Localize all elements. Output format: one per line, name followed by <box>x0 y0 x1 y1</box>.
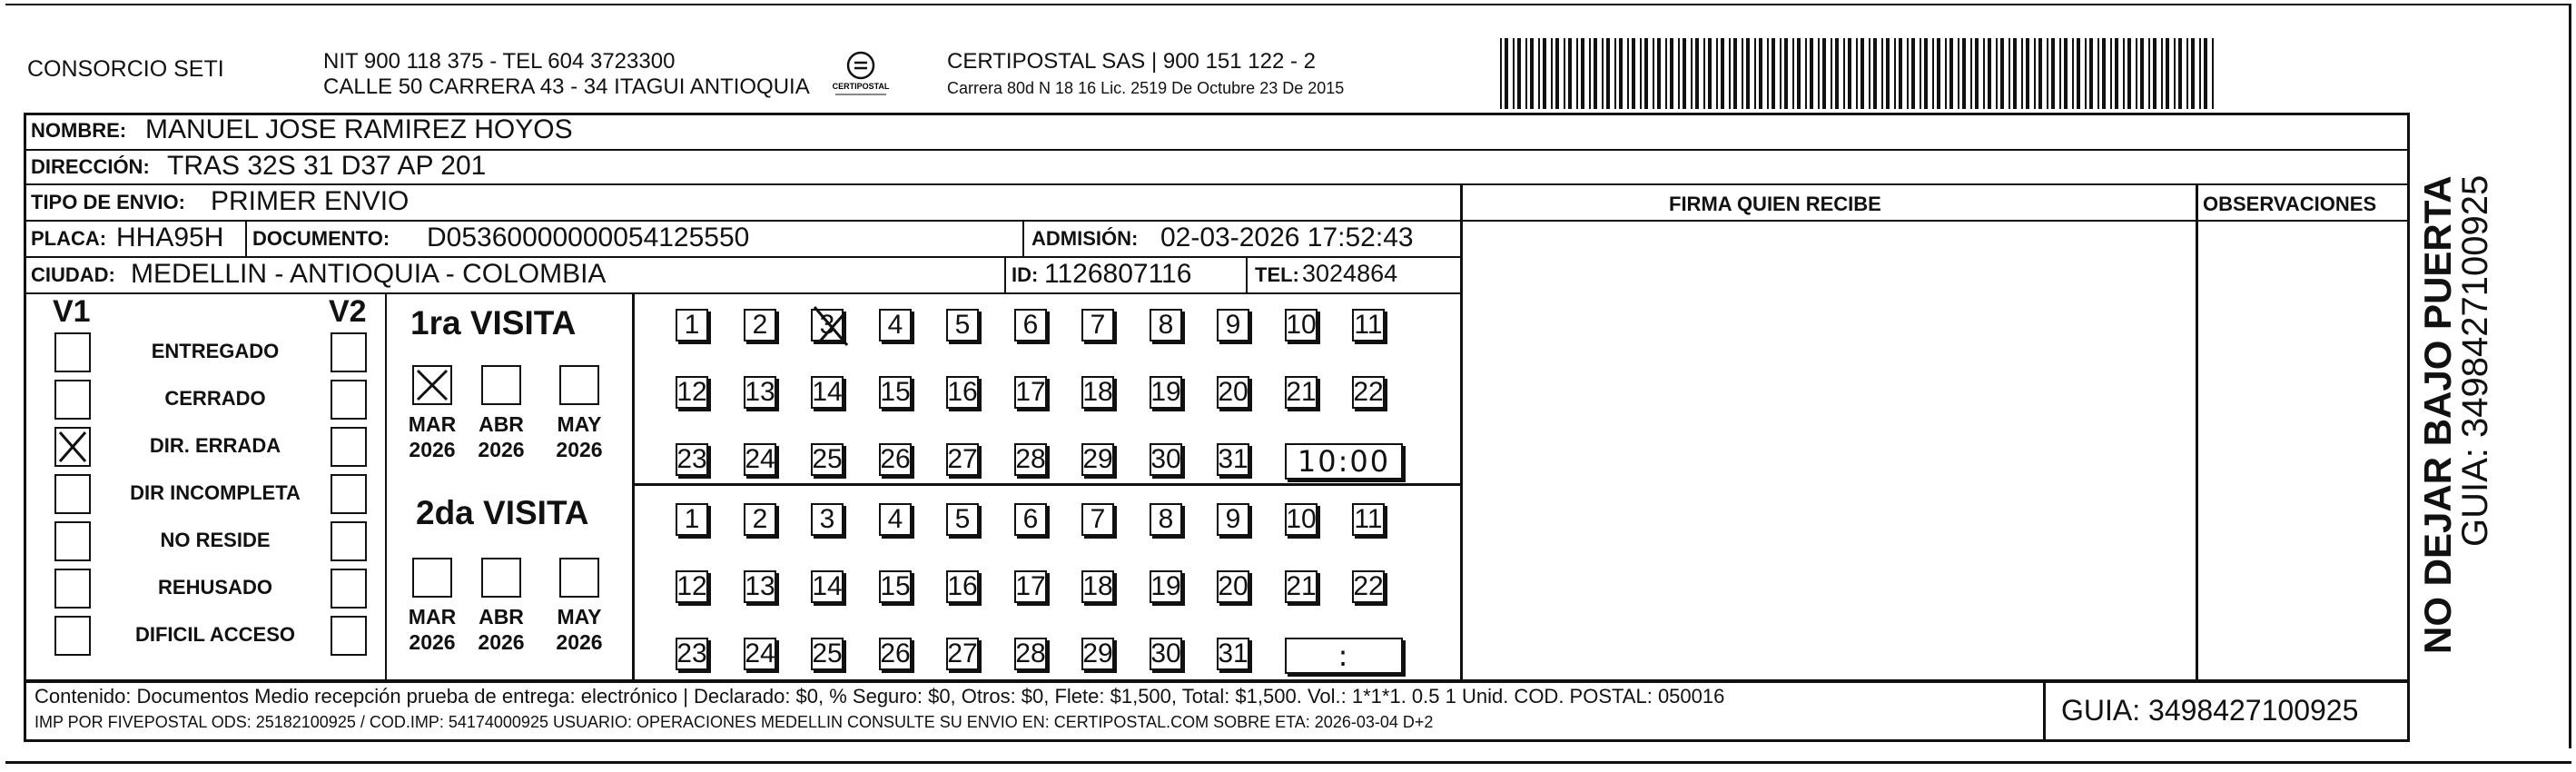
imp-line: IMP POR FIVEPOSTAL ODS: 25182100925 / COD.IMP: 54174000925 USUARIO: OPERACIONES MEDELLIN CONSULTE SU ENVIO EN: CERTIPOSTAL.COM SOBRE ETA: 2026-03-04 D+2 <box>35 713 1434 731</box>
v2-checkbox-5[interactable] <box>331 569 367 609</box>
month-name: ABR <box>479 605 524 628</box>
visit1-day-10[interactable] <box>1285 309 1318 341</box>
visit2-time-box[interactable] <box>1285 638 1403 674</box>
status-label: DIR. ERRADA <box>149 434 281 457</box>
visit1-title: 1ra VISITA <box>410 304 577 341</box>
visit1-day-27[interactable] <box>946 443 979 476</box>
day-number: 21 <box>1286 571 1317 601</box>
admision-label: ADMISIÓN: <box>1031 227 1139 250</box>
visit1-day-3[interactable] <box>811 309 844 341</box>
day-number: 16 <box>947 377 978 407</box>
day-number: 18 <box>1082 377 1113 407</box>
side-guia: GUIA: 3498427100925 <box>2455 174 2495 547</box>
contenido-line: Contenido: Documentos Medio recepción prueba de entrega: electrónico | Declarado: $0, % Seguro: $0, Otros: $0, Flete: $1,500, Total: $1,500. Vol.: 1*1*1. 0.5 1 Unid. COD. POSTAL: 050016 <box>35 685 1725 708</box>
day-number: 25 <box>812 638 843 668</box>
status-label: CERRADO <box>164 387 266 410</box>
status-label: DIR INCOMPLETA <box>130 481 301 504</box>
v1-checkbox-4[interactable] <box>54 521 91 561</box>
day-number: 2 <box>752 504 768 534</box>
day-number: 24 <box>745 444 775 474</box>
day-number: 17 <box>1015 571 1046 601</box>
visit1-day-16[interactable] <box>946 376 979 409</box>
day-number: 21 <box>1286 377 1317 407</box>
day-number: 28 <box>1015 444 1046 474</box>
day-number: 12 <box>676 377 707 407</box>
nombre-value: MANUEL JOSE RAMIREZ HOYOS <box>145 114 573 144</box>
visit1-month-label-0 <box>405 412 459 462</box>
day-number: 26 <box>880 444 911 474</box>
day-number: 27 <box>947 638 978 668</box>
visit2-month-label-1 <box>474 605 528 655</box>
firma-header: FIRMA QUIEN RECIBE <box>1669 193 1881 215</box>
visit2-day-9[interactable] <box>1217 503 1249 536</box>
visit1-time-box[interactable] <box>1285 443 1403 480</box>
day-number: 27 <box>947 444 978 474</box>
v2-label: V2 <box>329 294 367 329</box>
day-number: 23 <box>676 444 707 474</box>
day-number: 6 <box>1022 504 1039 534</box>
visit2-day-11[interactable] <box>1352 503 1385 536</box>
visit1-day-29[interactable] <box>1081 443 1114 476</box>
visit2-day-17[interactable] <box>1014 570 1047 603</box>
visit2-day-7[interactable] <box>1081 503 1114 536</box>
visit2-day-8[interactable] <box>1150 503 1182 536</box>
placa-value: HHA95H <box>116 223 224 252</box>
v1-checkbox-2[interactable] <box>54 427 91 467</box>
license-line: Carrera 80d N 18 16 Lic. 2519 De Octubre 23 De 2015 <box>947 79 1345 97</box>
day-number: 29 <box>1082 444 1113 474</box>
visit1-day-4[interactable] <box>879 309 912 341</box>
v2-checkbox-4[interactable] <box>331 521 367 561</box>
visit1-month-label-1 <box>474 412 528 462</box>
day-number: 22 <box>1353 377 1384 407</box>
no-dejar-bajo-puerta: NO DEJAR BAJO PUERTA <box>2416 175 2459 654</box>
day-number: 1 <box>684 310 700 340</box>
bottom-border <box>5 761 2571 764</box>
day-number: 8 <box>1158 310 1174 340</box>
visit1-day-30[interactable] <box>1150 443 1182 476</box>
day-number: 14 <box>812 377 843 407</box>
day-number: 28 <box>1015 638 1046 668</box>
right-border <box>2569 4 2571 748</box>
day-number: 6 <box>1022 310 1039 340</box>
v2-checkbox-0[interactable] <box>331 332 367 372</box>
visit1-day-22[interactable] <box>1352 376 1385 409</box>
month-year: 2026 <box>409 629 456 654</box>
day-number: 20 <box>1218 571 1249 601</box>
day-number: 7 <box>1090 504 1106 534</box>
documento-value: D05360000000054125550 <box>427 223 750 252</box>
nombre-label: NOMBRE: <box>31 119 127 142</box>
visit1-month-box-0[interactable] <box>412 365 452 405</box>
visit1-day-21[interactable] <box>1285 376 1318 409</box>
day-number: 29 <box>1082 638 1113 668</box>
barcode <box>1496 38 2223 109</box>
visit2-day-23[interactable] <box>676 638 708 670</box>
v1-checkbox-3[interactable] <box>54 474 91 514</box>
month-name: MAY <box>557 412 602 436</box>
day-number: 8 <box>1158 504 1174 534</box>
day-number: 7 <box>1090 310 1106 340</box>
ciudad-label: CIUDAD: <box>31 263 115 286</box>
month-year: 2026 <box>409 437 456 461</box>
day-number: 30 <box>1150 444 1181 474</box>
tel-label: TEL: <box>1255 263 1299 286</box>
visit2-day-22[interactable] <box>1352 570 1385 603</box>
logo-text: CERTIPOSTAL <box>832 82 890 91</box>
month-year: 2026 <box>478 629 525 654</box>
visit2-day-28[interactable] <box>1014 638 1047 670</box>
v2-checkbox-1[interactable] <box>331 380 367 420</box>
visit1-day-14[interactable] <box>811 376 844 409</box>
tel-value: 3024864 <box>1302 260 1398 287</box>
visit2-title: 2da VISITA <box>416 494 589 531</box>
status-label: REHUSADO <box>158 576 272 599</box>
tipo-envio-label: TIPO DE ENVIO: <box>31 191 185 213</box>
visit1-day-1[interactable] <box>676 309 708 341</box>
v1-checkbox-0[interactable] <box>54 332 91 372</box>
day-number: 31 <box>1218 444 1249 474</box>
visit1-day-6[interactable] <box>1014 309 1047 341</box>
month-year: 2026 <box>478 437 525 461</box>
visit1-month-label-2 <box>552 412 607 462</box>
day-number: 26 <box>880 638 911 668</box>
visit1-day-9[interactable] <box>1217 309 1249 341</box>
documento-label: DOCUMENTO: <box>252 227 390 250</box>
day-number: 24 <box>745 638 775 668</box>
day-number: 20 <box>1218 377 1249 407</box>
visit1-day-5[interactable] <box>946 309 979 341</box>
visit1-day-11[interactable] <box>1352 309 1385 341</box>
visit2-month-box-1[interactable] <box>481 558 521 598</box>
visit2-day-19[interactable] <box>1150 570 1182 603</box>
nit-line: NIT 900 118 375 - TEL 604 3723300 <box>323 49 676 74</box>
ciudad-value: MEDELLIN - ANTIOQUIA - COLOMBIA <box>131 259 607 289</box>
v1-checkbox-6[interactable] <box>54 616 91 656</box>
address-line: CALLE 50 CARRERA 43 - 34 ITAGUI ANTIOQUIA <box>323 74 810 99</box>
visit1-day-12[interactable] <box>676 376 708 409</box>
day-number: 9 <box>1225 310 1241 340</box>
day-number: 25 <box>812 444 843 474</box>
visit1-day-2[interactable] <box>744 309 776 341</box>
v2-checkbox-2[interactable] <box>331 427 367 467</box>
day-number: 19 <box>1150 571 1181 601</box>
visit1-day-31[interactable] <box>1217 443 1249 476</box>
month-year: 2026 <box>556 437 603 461</box>
visit2-day-13[interactable] <box>744 570 776 603</box>
visit2-day-25[interactable] <box>811 638 844 670</box>
status-label: NO RESIDE <box>160 529 271 551</box>
visit2-day-15[interactable] <box>879 570 912 603</box>
visit1-day-7[interactable] <box>1081 309 1114 341</box>
visit2-day-1[interactable] <box>676 503 708 536</box>
visit2-day-16[interactable] <box>946 570 979 603</box>
visit1-day-24[interactable] <box>744 443 776 476</box>
visit1-day-23[interactable] <box>676 443 708 476</box>
day-number: 15 <box>880 377 911 407</box>
direccion-value: TRAS 32S 31 D37 AP 201 <box>167 151 487 181</box>
visit2-month-label-0 <box>405 605 459 655</box>
visit2-day-4[interactable] <box>879 503 912 536</box>
visit1-day-26[interactable] <box>879 443 912 476</box>
v1-checkbox-5[interactable] <box>54 569 91 609</box>
visit1-month-box-1[interactable] <box>481 365 521 405</box>
tipo-envio-value: PRIMER ENVIO <box>211 186 410 216</box>
status-label: DIFICIL ACCESO <box>134 623 295 646</box>
visit2-day-30[interactable] <box>1150 638 1182 670</box>
month-name: MAY <box>557 605 602 628</box>
day-number: 13 <box>745 571 775 601</box>
visit1-day-18[interactable] <box>1081 376 1114 409</box>
day-number: 10 <box>1286 310 1317 340</box>
observaciones-header: OBSERVACIONES <box>2203 193 2377 215</box>
day-number: 2 <box>752 310 768 340</box>
visit2-month-box-2[interactable] <box>559 558 599 598</box>
visit1-day-17[interactable] <box>1014 376 1047 409</box>
visit1-day-25[interactable] <box>811 443 844 476</box>
visit2-day-2[interactable] <box>744 503 776 536</box>
day-number: 3 <box>819 504 835 534</box>
footer-guia: GUIA: 3498427100925 <box>2061 694 2359 727</box>
visit2-day-31[interactable] <box>1217 638 1249 670</box>
id-value: 1126807116 <box>1044 259 1192 289</box>
placa-label: PLACA: <box>31 227 107 250</box>
visit2-day-24[interactable] <box>744 638 776 670</box>
day-number: 18 <box>1082 571 1113 601</box>
day-number: 10 <box>1286 504 1317 534</box>
visit2-day-14[interactable] <box>811 570 844 603</box>
v2-checkbox-6[interactable] <box>331 616 367 656</box>
day-number: 13 <box>745 377 775 407</box>
certipostal-logo <box>824 47 897 102</box>
visit1-month-box-2[interactable] <box>559 365 599 405</box>
month-name: ABR <box>479 412 524 436</box>
day-number: 23 <box>676 638 707 668</box>
status-label: ENTREGADO <box>151 340 280 362</box>
visit2-day-3[interactable] <box>811 503 844 536</box>
day-cross-mark <box>809 303 853 349</box>
visit2-day-10[interactable] <box>1285 503 1318 536</box>
month-name: MAR <box>408 412 457 436</box>
visit1-time-value: 10:00 <box>1297 444 1391 479</box>
top-border <box>5 4 2571 5</box>
direccion-label: DIRECCIÓN: <box>31 155 150 178</box>
day-number: 3 <box>819 310 835 340</box>
visit2-day-21[interactable] <box>1285 570 1318 603</box>
day-number: 4 <box>887 504 903 534</box>
day-number: 5 <box>954 504 971 534</box>
id-label: ID: <box>1012 263 1039 286</box>
visit1-day-20[interactable] <box>1217 376 1249 409</box>
visit2-day-29[interactable] <box>1081 638 1114 670</box>
visit1-day-13[interactable] <box>744 376 776 409</box>
visit1-day-28[interactable] <box>1014 443 1047 476</box>
visit2-time-value: : <box>1337 638 1350 673</box>
visit2-day-18[interactable] <box>1081 570 1114 603</box>
day-number: 1 <box>684 504 700 534</box>
month-name: MAR <box>408 605 457 628</box>
day-number: 15 <box>880 571 911 601</box>
visit1-day-15[interactable] <box>879 376 912 409</box>
visit2-day-27[interactable] <box>946 638 979 670</box>
visit1-day-19[interactable] <box>1150 376 1182 409</box>
day-number: 14 <box>812 571 843 601</box>
day-number: 12 <box>676 571 707 601</box>
day-number: 31 <box>1218 638 1249 668</box>
day-number: 16 <box>947 571 978 601</box>
visit2-month-box-0[interactable] <box>412 558 452 598</box>
day-number: 11 <box>1354 504 1383 534</box>
day-number: 30 <box>1150 638 1181 668</box>
day-number: 9 <box>1225 504 1241 534</box>
admision-value: 02-03-2026 17:52:43 <box>1160 223 1414 252</box>
visit2-day-12[interactable] <box>676 570 708 603</box>
visit1-day-8[interactable] <box>1150 309 1182 341</box>
visit2-day-20[interactable] <box>1217 570 1249 603</box>
day-number: 4 <box>887 310 903 340</box>
visit2-day-6[interactable] <box>1014 503 1047 536</box>
v2-checkbox-3[interactable] <box>331 474 367 514</box>
month-year: 2026 <box>556 629 603 654</box>
visit2-day-26[interactable] <box>879 638 912 670</box>
day-number: 11 <box>1354 310 1383 340</box>
day-number: 17 <box>1015 377 1046 407</box>
v1-label: V1 <box>53 294 91 329</box>
visit2-month-label-2 <box>552 605 607 655</box>
day-number: 5 <box>954 310 971 340</box>
day-number: 19 <box>1150 377 1181 407</box>
company-name: CONSORCIO SETI <box>27 56 224 82</box>
day-number: 22 <box>1353 571 1384 601</box>
v1-checkbox-1[interactable] <box>54 380 91 420</box>
certipostal-line: CERTIPOSTAL SAS | 900 151 122 - 2 <box>947 49 1316 74</box>
visit2-day-5[interactable] <box>946 503 979 536</box>
